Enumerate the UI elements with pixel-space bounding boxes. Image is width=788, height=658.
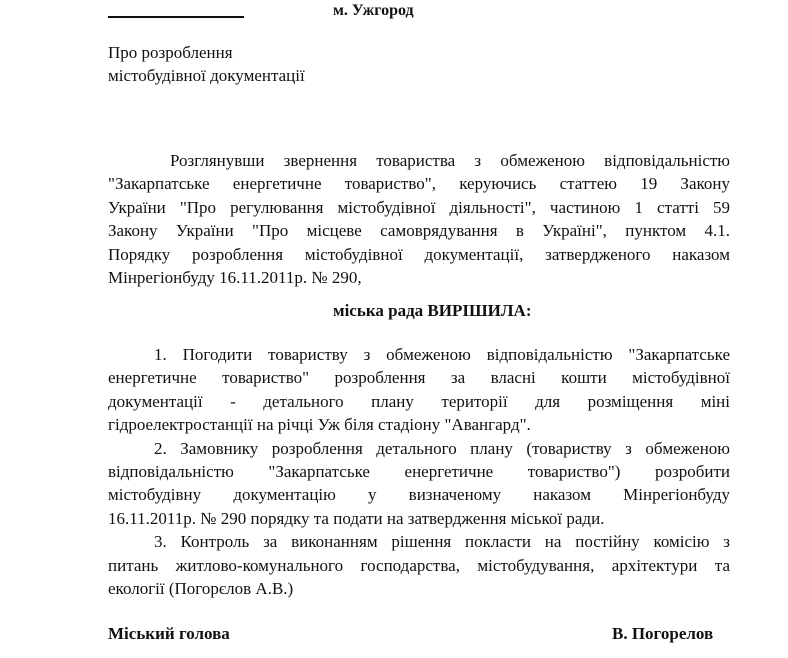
- item-1-line: енергетичне товариство" розроблення за власні кошти містобудівної: [108, 368, 730, 388]
- preamble-line: Закону України "Про місцеве самоврядування в Україні", пунктом 4.1.: [108, 221, 730, 241]
- decision-heading: міська рада ВИРІШИЛА:: [333, 301, 532, 320]
- preamble-line: Мінрегіонбуду 16.11.2011р. № 290,: [108, 267, 362, 287]
- item-1-line: гідроелектростанції на річці Уж біля стадіону "Авангард".: [108, 415, 531, 435]
- preamble-line: Порядку розроблення містобудівної документації, затвердженого наказом: [108, 244, 730, 264]
- item-3-line: питань житлово-комунального господарства, містобудування, архітектури та: [108, 555, 730, 575]
- signature-name: В. Погорелов: [612, 624, 714, 643]
- document-subject: [108, 41, 305, 87]
- item-1-line: 1. Погодити товариству з обмеженою відповідальністю "Закарпатське: [154, 345, 730, 364]
- preamble-line: "Закарпатське енергетичне товариство", керуючись статтею 19 Закону: [108, 174, 730, 194]
- preamble-line: Розглянувши звернення товариства з обмеженою відповідальністю: [170, 151, 730, 170]
- item-3-line: екології (Погорєлов А.В.): [108, 578, 294, 598]
- subject-line: містобудівної документації: [108, 66, 305, 85]
- item-3-line: 3. Контроль за виконанням рішення покласти на постійну комісію з: [154, 532, 730, 552]
- city-heading: м. Ужгород: [333, 2, 414, 19]
- item-1-line: документації - детального плану території для розміщення міні: [108, 391, 730, 411]
- preamble-line: України "Про регулювання містобудівної діяльності", частиною 1 статті 59: [108, 197, 730, 217]
- decision-items: [108, 343, 730, 600]
- date-blank-line: [108, 16, 244, 18]
- item-2-line: відповідальністю "Закарпатське енергетичне товариство") розробити: [108, 461, 730, 481]
- item-2-line: 2. Замовнику розроблення детального плану (товариству з обмеженою: [154, 438, 730, 458]
- item-2-line: містобудівну документацію у визначеному наказом Мінрегіонбуду: [108, 485, 730, 505]
- subject-line: Про розроблення: [108, 43, 233, 62]
- signature-title: Міський голова: [108, 624, 230, 643]
- item-2-line: 16.11.2011р. № 290 порядку та подати на затвердження міської ради.: [108, 508, 605, 528]
- preamble-paragraph: [108, 149, 730, 289]
